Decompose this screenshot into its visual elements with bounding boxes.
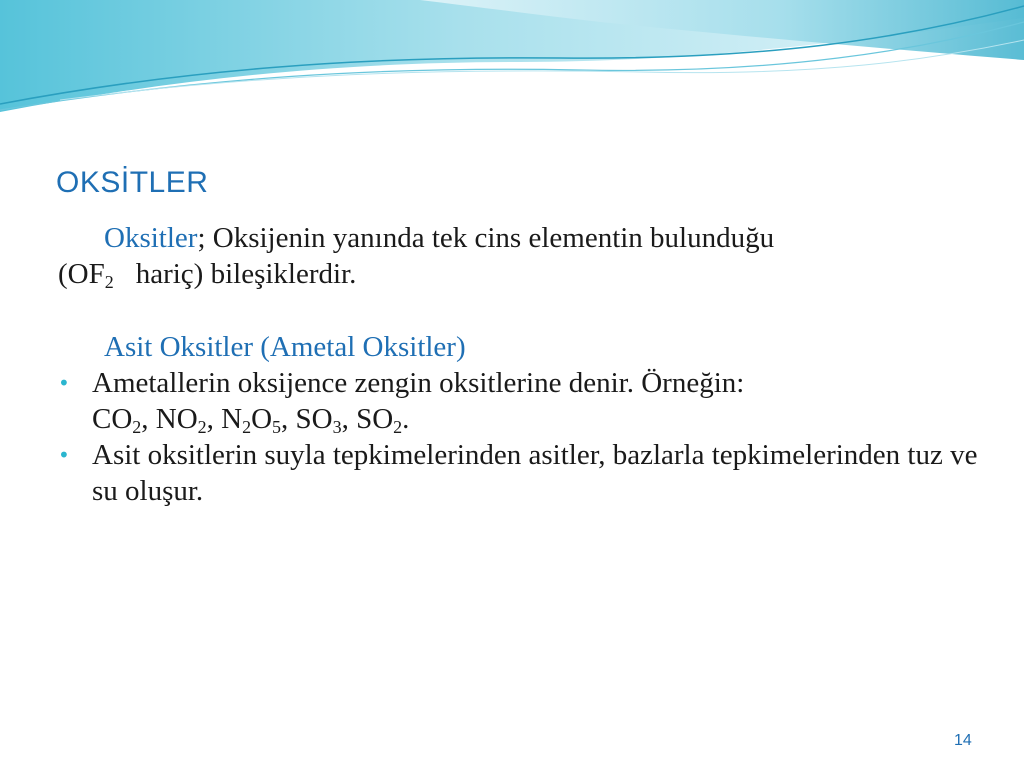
formula-separator: , [281, 403, 296, 435]
definition-text: ; Oksijenin yanında tek cins elementin bulunduğu [197, 222, 775, 254]
of2-subscript: 2 [104, 272, 114, 293]
formula-element: SO [295, 403, 333, 435]
formula-separator: , [141, 403, 156, 435]
formula-element: CO [92, 403, 133, 435]
formula-element: SO [356, 403, 394, 435]
slide-title: OKSİTLER [56, 166, 209, 199]
formula-subscript: 3 [332, 417, 342, 438]
chemical-formula [155, 403, 207, 438]
formula-subscript: 2 [242, 417, 252, 438]
formula-separator: , [341, 403, 357, 435]
section-heading-text: Asit Oksitler (Ametal Oksitler) [104, 331, 466, 363]
formula-element: N [221, 403, 243, 435]
definition-term: Oksitler [104, 222, 198, 254]
page-number: 14 [954, 732, 972, 749]
header-wave-banner [0, 0, 1024, 130]
chemical-formula [221, 403, 282, 438]
section-heading [58, 329, 978, 365]
formula-separator: , [206, 403, 222, 435]
formula-subscript: 2 [132, 417, 142, 438]
chemical-formula [356, 403, 403, 438]
formula-end: . [402, 403, 410, 435]
formula-subscript: 2 [393, 417, 403, 438]
bullet-item-1 [58, 365, 978, 437]
formula-element: NO [155, 403, 198, 435]
bullet-item-2 [58, 437, 978, 509]
bullet-dot-icon: • [58, 443, 70, 467]
bullet-dot-icon: • [58, 371, 70, 395]
formula-list [92, 403, 410, 438]
definition-paragraph [58, 220, 978, 292]
bullet-1-text: Ametallerin oksijence zengin oksitlerine denir. Örneğin: [92, 367, 745, 399]
bullet-2-text: Asit oksitlerin suyla tepkimelerinden asitler, bazlarla tepkimelerinden tuz ve su oluşur. [92, 439, 978, 507]
formula-subscript: 5 [272, 417, 282, 438]
definition-text-end: hariç) bileşiklerdir. [135, 258, 357, 290]
slide-body [58, 220, 978, 509]
chemical-formula [92, 403, 142, 438]
chemical-formula [295, 403, 342, 438]
definition-paren: (OF [58, 258, 105, 290]
formula-subscript: 2 [197, 417, 207, 438]
formula-element: O [251, 403, 273, 435]
bullet-list [58, 365, 978, 509]
